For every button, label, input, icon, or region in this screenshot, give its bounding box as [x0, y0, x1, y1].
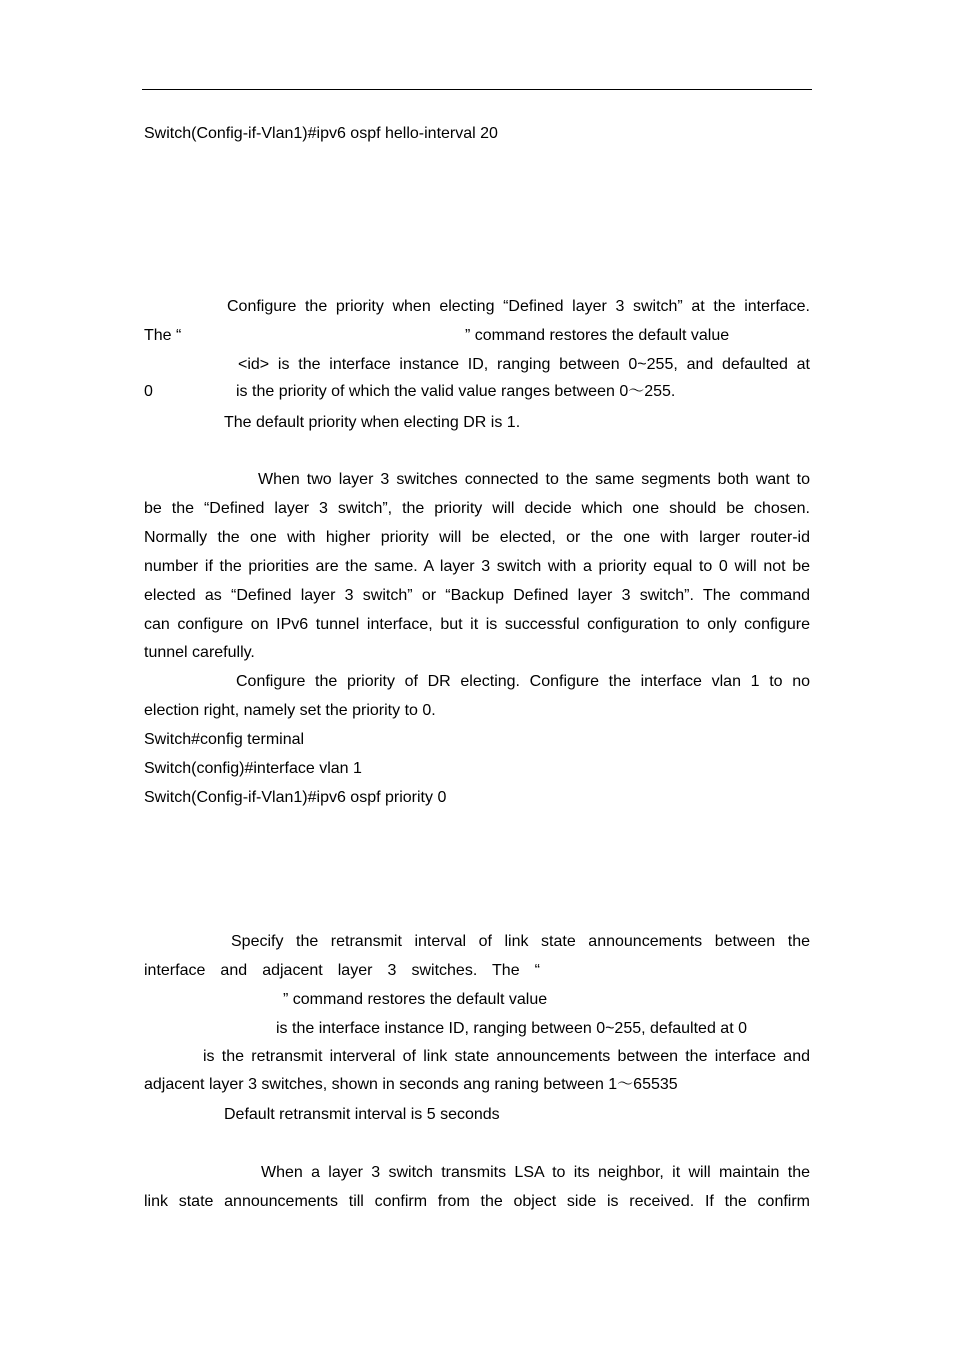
priority-function-line-2a: The “	[144, 327, 182, 344]
priority-guide-line-1: When two layer 3 switches connected to the same segments both want to	[258, 471, 810, 488]
retransmit-function-line-2: interface and adjacent layer 3 switches. The “	[144, 962, 540, 979]
priority-guide-line-3: Normally the one with higher priority will be elected, or the one with larger router-id	[144, 529, 810, 546]
priority-function-line-2b: ” command restores the default value	[465, 327, 730, 344]
retransmit-function-line-1: Specify the retransmit interval of link state announcements between the	[231, 933, 810, 950]
priority-guide-line-6: can configure on IPv6 tunnel interface, but it is successful configuration to only configure	[144, 616, 810, 633]
priority-function-line-1: Configure the priority when electing “Defined layer 3 switch” at the interface.	[227, 298, 810, 315]
priority-default: The default priority when electing DR is 1.	[224, 414, 521, 431]
retransmit-parameter-line-3: adjacent layer 3 switches, shown in seconds ang raning between 1～65535	[144, 1076, 678, 1093]
priority-guide-line-5: elected as “Defined layer 3 switch” or “Backup Defined layer 3 switch”. The command	[144, 587, 810, 604]
priority-guide-line-4: number if the priorities are the same. A layer 3 switch with a priority equal to 0 will not be	[144, 558, 810, 575]
command-config-terminal: Switch#config terminal	[144, 731, 305, 748]
retransmit-function-line-3: ” command restores the default value	[283, 991, 548, 1008]
priority-parameter-line-2b: is the priority of which the valid value ranges between 0～255.	[236, 383, 676, 400]
priority-parameter-line-1: <id> is the interface instance ID, ranging between 0~255, and defaulted at	[238, 356, 810, 373]
retransmit-guide-line-1: When a layer 3 switch transmits LSA to its neighbor, it will maintain the	[261, 1164, 810, 1181]
retransmit-parameter-line-2: is the retransmit interveral of link state announcements between the interface and	[203, 1048, 810, 1065]
retransmit-default: Default retransmit interval is 5 seconds	[224, 1106, 500, 1123]
priority-guide-line-2: be the “Defined layer 3 switch”, the priority will decide which one should be chosen.	[144, 500, 810, 517]
priority-guide-line-7: tunnel carefully.	[144, 644, 255, 661]
retransmit-parameter-line-1: is the interface instance ID, ranging between 0~255, defaulted at 0	[276, 1020, 747, 1037]
command-interface-vlan: Switch(config)#interface vlan 1	[144, 760, 362, 777]
priority-example-line-1: Configure the priority of DR electing. Configure the interface vlan 1 to no	[236, 673, 810, 690]
priority-parameter-line-2a: 0	[144, 383, 153, 400]
hello-interval-example: Switch(Config-if-Vlan1)#ipv6 ospf hello-interval 20	[144, 125, 498, 142]
command-ospf-priority: Switch(Config-if-Vlan1)#ipv6 ospf priority 0	[144, 789, 447, 806]
retransmit-guide-line-2: link state announcements till confirm from the object side is received. If the confirm	[144, 1193, 810, 1210]
header-rule	[142, 89, 812, 90]
priority-example-line-2: election right, namely set the priority to 0.	[144, 702, 436, 719]
